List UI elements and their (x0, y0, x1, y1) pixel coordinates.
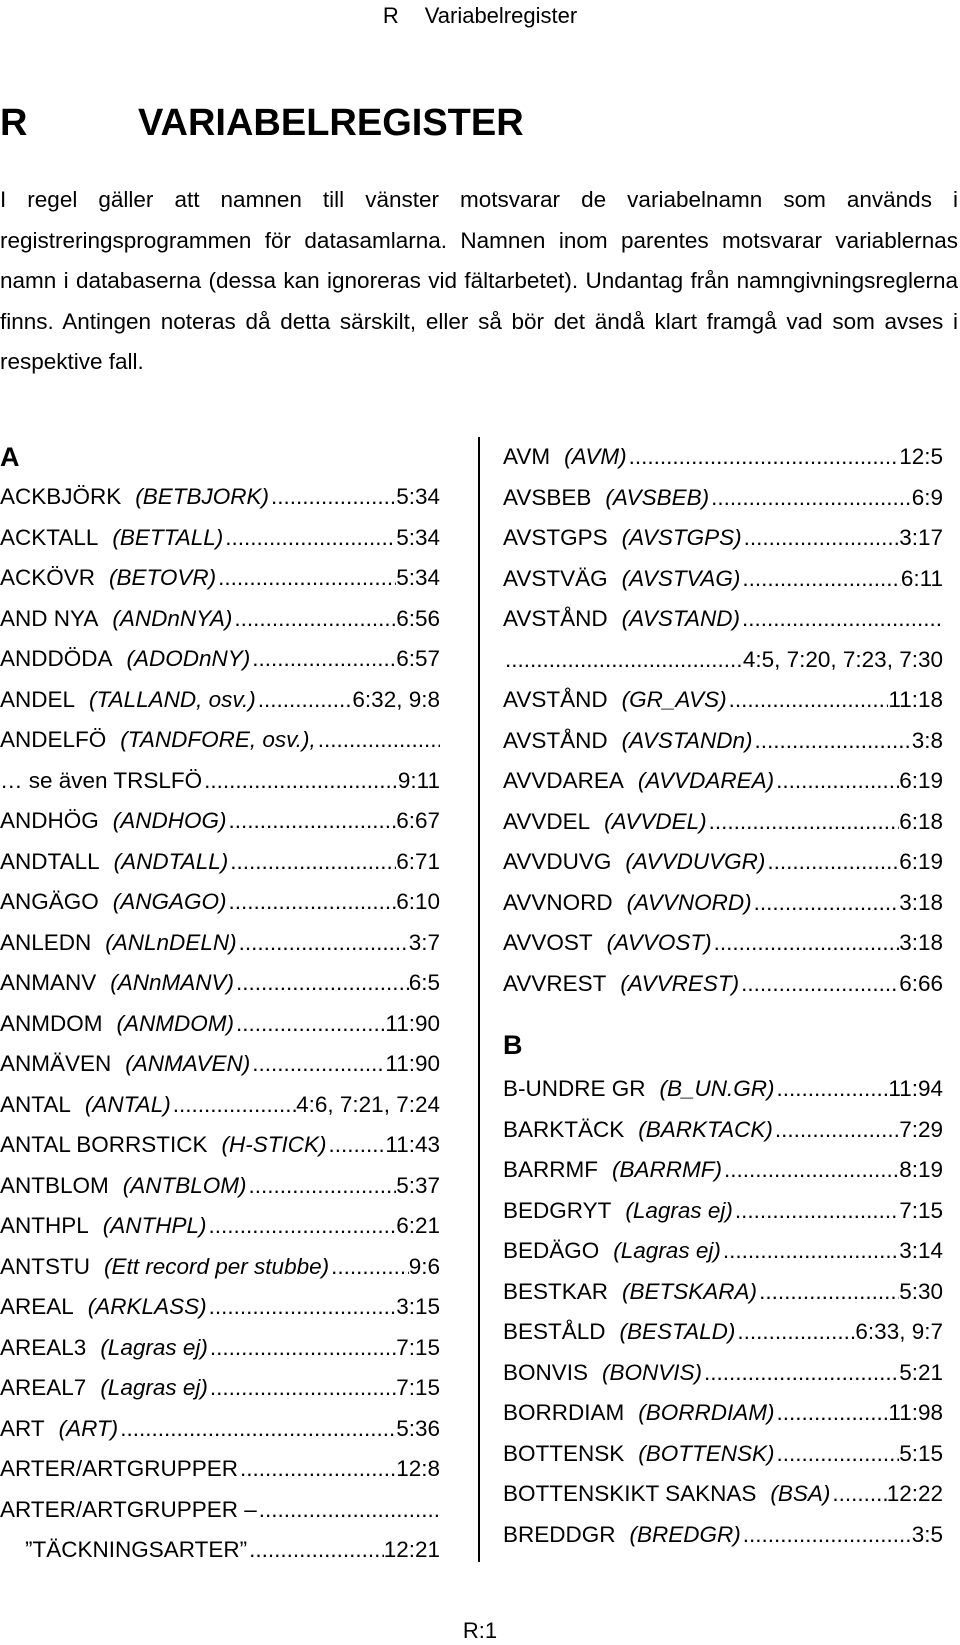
entry-alias: (AVVDUVGR) (625, 849, 766, 874)
entry-alias: (AVSTANDn) (621, 727, 753, 753)
entry-alias: (Lagras ej) (100, 1334, 208, 1360)
index-entry (503, 964, 943, 1005)
entry-name: B-UNDRE GR (503, 1076, 646, 1101)
dot-leader (234, 599, 396, 640)
index-entry (0, 801, 440, 842)
entry-alias: (BONVIS) (602, 1359, 703, 1385)
entry-page-ref: 7:15 (396, 1334, 440, 1360)
index-entry (503, 1312, 943, 1353)
entry-name: AVVREST (503, 970, 607, 996)
entry-name: ANMÄVEN (0, 1051, 112, 1076)
index-entry (0, 477, 440, 518)
dot-leader (230, 842, 396, 883)
entry-name: AVVDUVG (503, 849, 612, 874)
dot-leader (714, 923, 900, 964)
dot-leader (711, 478, 912, 519)
index-entry (0, 842, 440, 883)
entry-page-ref: 3:8 (911, 727, 943, 753)
entry-name: AVM (503, 444, 551, 469)
dot-leader (331, 1247, 409, 1288)
entry-alias: (BARKTACK) (638, 1116, 773, 1142)
dot-leader (729, 680, 889, 721)
entry-page-ref: 5:37 (396, 1172, 440, 1198)
entry-name: BARRMF (503, 1157, 598, 1182)
dot-leader (204, 761, 398, 802)
dot-leader (252, 639, 396, 680)
dot-leader (754, 721, 911, 762)
entry-page-ref: 12:22 (886, 1481, 943, 1506)
dot-leader (754, 883, 900, 924)
dot-leader (218, 558, 396, 599)
entry-name: BARKTÄCK (503, 1116, 625, 1142)
entry-page-ref: 6:57 (396, 646, 440, 671)
entry-alias: (BARRMF) (612, 1157, 722, 1182)
dot-leader (229, 882, 397, 923)
index-entry (0, 1206, 440, 1247)
index-entry (0, 1530, 440, 1571)
dot-leader (249, 1166, 397, 1207)
entry-name: ANTAL (0, 1091, 71, 1117)
index-entry (503, 1191, 943, 1232)
dot-leader (767, 842, 899, 883)
dot-leader (737, 1312, 855, 1353)
entry-page-ref: 6:71 (396, 848, 440, 874)
dot-leader (704, 1353, 899, 1394)
index-entry (0, 923, 440, 964)
entry-alias: (AVM) (564, 444, 627, 469)
right-column (503, 437, 943, 1555)
entry-alias: (Ett record per stubbe) (104, 1253, 330, 1279)
index-entry (503, 761, 943, 802)
index-entry (503, 1231, 943, 1272)
index-entry (503, 923, 943, 964)
dot-leader (240, 1449, 396, 1490)
entry-name: BONVIS (503, 1359, 589, 1385)
left-column (0, 437, 440, 1571)
index-entry (0, 720, 440, 761)
entry-page-ref: 6:10 (396, 889, 440, 914)
entry-alias: (ANnMANV) (110, 970, 235, 995)
index-entry (503, 1474, 943, 1515)
entry-name: ANGÄGO (0, 889, 99, 914)
dot-leader (252, 1044, 385, 1085)
entry-page-ref: 11:43 (385, 1132, 440, 1157)
dot-leader (743, 1515, 912, 1556)
index-entry (503, 1272, 943, 1313)
entry-page-ref: 7:29 (899, 1116, 943, 1142)
dot-leader (759, 1272, 899, 1313)
entry-name: BEDÄGO (503, 1238, 600, 1263)
index-entry (0, 1044, 440, 1085)
index-entry (503, 518, 943, 559)
entry-name: ART (0, 1415, 45, 1441)
dot-leader (741, 964, 899, 1005)
entry-alias: (Lagras ej) (625, 1197, 733, 1223)
entry-name: AVSTGPS (503, 525, 608, 550)
index-entry (503, 1515, 943, 1556)
entry-name: ANDEL (0, 686, 76, 712)
entry-name: AREAL7 (0, 1375, 87, 1400)
entry-name: AVSTÅND (503, 606, 608, 631)
entry-page-ref: 3:18 (899, 930, 943, 955)
entry-page-ref: 12:21 (383, 1537, 440, 1562)
entry-alias: (BETOVR) (109, 565, 217, 590)
dot-leader (239, 923, 409, 964)
entry-name: ANMANV (0, 970, 97, 995)
index-entry (503, 883, 943, 924)
entry-page-ref: 5:34 (396, 524, 440, 550)
entry-page-ref: 3:7 (408, 929, 440, 955)
entry-alias: (AVSTVAG) (621, 565, 741, 591)
entry-name: ACKBJÖRK (0, 484, 122, 509)
dot-leader (735, 1191, 899, 1232)
index-entry (0, 599, 440, 640)
index-entry (0, 1449, 440, 1490)
entry-page-ref: 6:66 (899, 970, 943, 996)
entry-page-ref: 3:18 (899, 889, 943, 915)
entry-name: AREAL3 (0, 1334, 87, 1360)
entry-name: ACKTALL (0, 524, 99, 550)
entry-name: ARTER/ARTGRUPPER (0, 1456, 238, 1481)
entry-alias: (GR_AVS) (621, 687, 727, 712)
entry-name: BEDGRYT (503, 1197, 612, 1223)
column-divider (478, 437, 480, 1562)
entry-page-ref: 3:5 (911, 1521, 943, 1547)
entry-name: AND NYA (0, 605, 99, 631)
index-entry (503, 1069, 943, 1110)
entry-name: AVVDEL (503, 808, 591, 834)
index-entry (503, 559, 943, 600)
index-entry (503, 599, 943, 640)
entry-page-ref: 6:9 (911, 484, 943, 510)
entry-name: ANTHPL (0, 1213, 89, 1238)
dot-leader (259, 1490, 440, 1531)
index-entry (0, 1490, 440, 1531)
entry-alias: (ANDTALL) (113, 848, 229, 874)
index-entry (503, 437, 943, 478)
index-entry (0, 639, 440, 680)
entry-page-ref: 5:21 (899, 1359, 943, 1385)
right-entry-list-a (503, 437, 943, 1004)
entry-page-ref: 5:36 (396, 1415, 440, 1441)
dot-leader (236, 1004, 385, 1045)
entry-page-ref: 11:94 (888, 1076, 943, 1101)
dot-leader (777, 1434, 900, 1475)
entry-name: ANDTALL (0, 848, 100, 874)
entry-name: AVVDAREA (503, 768, 624, 793)
dot-leader (776, 761, 899, 802)
entry-alias: (TANDFORE, osv.), (120, 727, 316, 752)
entry-name: ”TÄCKNINGSARTER” (0, 1537, 248, 1562)
entry-page-ref: 9:11 (397, 767, 440, 793)
entry-alias: (ANDHOG) (112, 808, 227, 833)
entry-page-ref: 6:67 (396, 808, 440, 833)
entry-alias: (B_UN.GR) (659, 1076, 775, 1101)
index-entry (0, 1125, 440, 1166)
entry-name: ANLEDN (0, 929, 92, 955)
entry-page-ref: 4:6, 7:21, 7:24 (296, 1091, 440, 1117)
entry-name: ANDELFÖ (0, 727, 107, 752)
entry-alias: (AVVDAREA) (637, 768, 775, 793)
dot-leader (709, 802, 900, 843)
entry-page-ref: 9:6 (408, 1253, 440, 1279)
index-entry (0, 1004, 440, 1045)
entry-alias: (BETSKARA) (622, 1278, 758, 1304)
entry-alias: (BETTALL) (112, 524, 224, 550)
entry-page-ref: 11:90 (385, 1010, 440, 1036)
index-entry (0, 1409, 440, 1450)
entry-page-ref: 6:19 (899, 849, 943, 874)
entry-page-ref: 6:18 (899, 808, 943, 834)
index-entry (0, 761, 440, 802)
index-entry (0, 680, 440, 721)
entry-name: BOTTENSK (503, 1440, 625, 1466)
entry-page-ref: 11:18 (888, 687, 943, 712)
page-title-letter: R (0, 102, 28, 144)
entry-page-ref: 3:15 (396, 1294, 440, 1319)
dot-leader (318, 720, 440, 761)
dot-leader (210, 1328, 396, 1369)
dot-leader (225, 518, 396, 559)
entry-page-ref: 12:8 (396, 1456, 440, 1481)
dot-leader (724, 1150, 899, 1191)
dot-leader (209, 1206, 397, 1247)
index-entry (503, 640, 943, 681)
running-header (0, 2, 960, 30)
entry-alias: (ANTHPL) (102, 1213, 207, 1238)
dot-leader (210, 1368, 396, 1409)
entry-alias: (ANMDOM) (116, 1010, 234, 1036)
entry-alias: (TALLAND, osv.) (89, 686, 256, 712)
index-entry (503, 1393, 943, 1434)
entry-page-ref: 7:15 (396, 1375, 440, 1400)
entry-page-ref: 6:5 (408, 970, 440, 995)
index-entry (0, 1287, 440, 1328)
entry-alias: (AVSTGPS) (621, 525, 742, 550)
entry-page-ref: 6:33, 9:7 (855, 1319, 943, 1344)
dot-leader (173, 1085, 296, 1126)
index-entry (503, 802, 943, 843)
dot-leader (505, 640, 743, 681)
entry-page-ref: 5:34 (396, 565, 440, 590)
entry-page-ref: 11:98 (888, 1400, 943, 1425)
entry-name: AVSTÅND (503, 687, 608, 712)
entry-page-ref: 5:15 (899, 1440, 943, 1466)
index-entry (0, 518, 440, 559)
index-entry (503, 721, 943, 762)
index-entry (503, 478, 943, 519)
entry-alias: (AVVNORD) (626, 889, 752, 915)
entry-alias: (BETBJORK) (135, 484, 270, 509)
dot-leader (629, 437, 900, 478)
entry-alias: (BREDGR) (629, 1521, 741, 1547)
entry-page-ref: 5:34 (396, 484, 440, 509)
entry-page-ref: 6:32, 9:8 (352, 686, 440, 712)
dot-leader (742, 559, 900, 600)
entry-page-ref: 6:19 (899, 768, 943, 793)
dot-leader (777, 1393, 889, 1434)
entry-name: ARTER/ARTGRUPPER – (0, 1496, 257, 1522)
entry-page-ref: 7:15 (899, 1197, 943, 1223)
entry-alias: (BORRDIAM) (638, 1400, 775, 1425)
entry-alias: (AVVDEL) (604, 808, 707, 834)
entry-name: AVSTVÄG (503, 565, 608, 591)
dot-leader (723, 1231, 899, 1272)
entry-name: ACKÖVR (0, 565, 96, 590)
entry-name: BOTTENSKIKT SAKNAS (503, 1481, 757, 1506)
dot-leader (209, 1287, 397, 1328)
running-header-letter: R (382, 3, 399, 28)
entry-name: AVVOST (503, 930, 593, 955)
entry-alias: (ANTBLOM) (122, 1172, 247, 1198)
entry-page-ref: 3:14 (899, 1238, 943, 1263)
entry-name: ANMDOM (0, 1010, 103, 1036)
entry-name: BREDDGR (503, 1521, 616, 1547)
entry-page-ref: 5:30 (899, 1278, 943, 1304)
index-entry (503, 1150, 943, 1191)
dot-leader (258, 680, 353, 721)
entry-name: AVSTÅND (503, 727, 608, 753)
left-entry-list (0, 477, 440, 1571)
entry-page-ref: 6:11 (900, 565, 943, 591)
dot-leader (775, 1110, 899, 1151)
entry-alias: (ANMAVEN) (125, 1051, 251, 1076)
dot-leader (742, 599, 943, 640)
dot-leader (120, 1409, 396, 1450)
index-entry (0, 558, 440, 599)
entry-alias: (BOTTENSK) (638, 1440, 775, 1466)
dot-leader (271, 477, 396, 518)
index-entry (503, 1434, 943, 1475)
entry-alias: (ADODnNY) (126, 646, 251, 671)
entry-alias: (ANDnNYA) (112, 605, 233, 631)
index-entry (0, 1368, 440, 1409)
entry-name: AVSBEB (503, 484, 592, 510)
entry-name: BESTÅLD (503, 1319, 606, 1344)
entry-alias: (Lagras ej) (613, 1238, 721, 1263)
entry-alias: (ARKLASS) (87, 1294, 207, 1319)
index-entry (503, 680, 943, 721)
entry-alias: (BSA) (770, 1481, 831, 1506)
entry-name: AVVNORD (503, 889, 613, 915)
entry-name: BESTKAR (503, 1278, 609, 1304)
entry-page-ref: 6:21 (396, 1213, 440, 1238)
letter-heading-b: B (503, 1030, 523, 1060)
right-entry-list-b (503, 1069, 943, 1555)
entry-alias: (AVSTAND) (621, 606, 740, 631)
entry-name: ANDDÖDA (0, 646, 113, 671)
letter-heading-a: A (0, 442, 20, 472)
index-entry (503, 842, 943, 883)
index-entry (0, 1328, 440, 1369)
entry-alias: (ART) (58, 1415, 119, 1441)
entry-page-ref: 3:17 (899, 525, 943, 550)
entry-page-ref: 11:90 (385, 1051, 440, 1076)
entry-alias: (Lagras ej) (100, 1375, 208, 1400)
entry-alias: (AVVOST) (606, 930, 712, 955)
entry-alias: (ANGAGO) (112, 889, 227, 914)
entry-page-ref: 12:5 (899, 444, 943, 469)
entry-name: AREAL (0, 1294, 74, 1319)
entry-alias: (ANLnDELN) (105, 929, 237, 955)
index-entry (0, 963, 440, 1004)
entry-alias: (AVSBEB) (605, 484, 710, 510)
dot-leader (236, 963, 409, 1004)
entry-name: ANTBLOM (0, 1172, 109, 1198)
entry-alias: (BESTALD) (619, 1319, 736, 1344)
intro-paragraph: I regel gäller att namnen till vänster motsvarar de variabelnamn som används i registreringsprogrammen för datasamlarna. Namnen inom parentes motsvarar variablernas namn i databaserna (dessa kan ignoreras vid fältarbetet). Undantag från namngivningsreglerna finns. Antingen noteras då detta särskilt, eller så bör det ändå klart framgå vad som avses i respektive fall. (0, 187, 958, 374)
dot-leader (777, 1069, 889, 1110)
index-entry (0, 1085, 440, 1126)
entry-alias: (ANTAL) (84, 1091, 171, 1117)
entry-name: ANTSTU (0, 1253, 90, 1279)
entry-name: ANTAL BORRSTICK (0, 1132, 208, 1157)
entry-name: … se även TRSLFÖ (0, 767, 203, 793)
entry-page-ref: 6:56 (396, 605, 440, 631)
index-entry (0, 882, 440, 923)
dot-leader (229, 801, 397, 842)
index-entry (0, 1247, 440, 1288)
entry-name: BORRDIAM (503, 1400, 625, 1425)
dot-leader (744, 518, 900, 559)
entry-page-ref: 4:5, 7:20, 7:23, 7:30 (742, 646, 943, 672)
index-entry (0, 1166, 440, 1207)
index-entry (503, 1110, 943, 1151)
running-header-title: Variabelregister (424, 3, 578, 28)
dot-leader (329, 1125, 386, 1166)
page-title (0, 100, 524, 146)
dot-leader (832, 1474, 886, 1515)
dot-leader (249, 1530, 384, 1571)
page-title-text: VARIABELREGISTER (138, 102, 524, 144)
entry-alias: (AVVREST) (620, 970, 740, 996)
page-number: R:1 (462, 1618, 498, 1643)
entry-name: ANDHÖG (0, 808, 99, 833)
index-entry (503, 1353, 943, 1394)
entry-page-ref: 8:19 (899, 1157, 943, 1182)
entry-alias: (H-STICK) (221, 1132, 327, 1157)
